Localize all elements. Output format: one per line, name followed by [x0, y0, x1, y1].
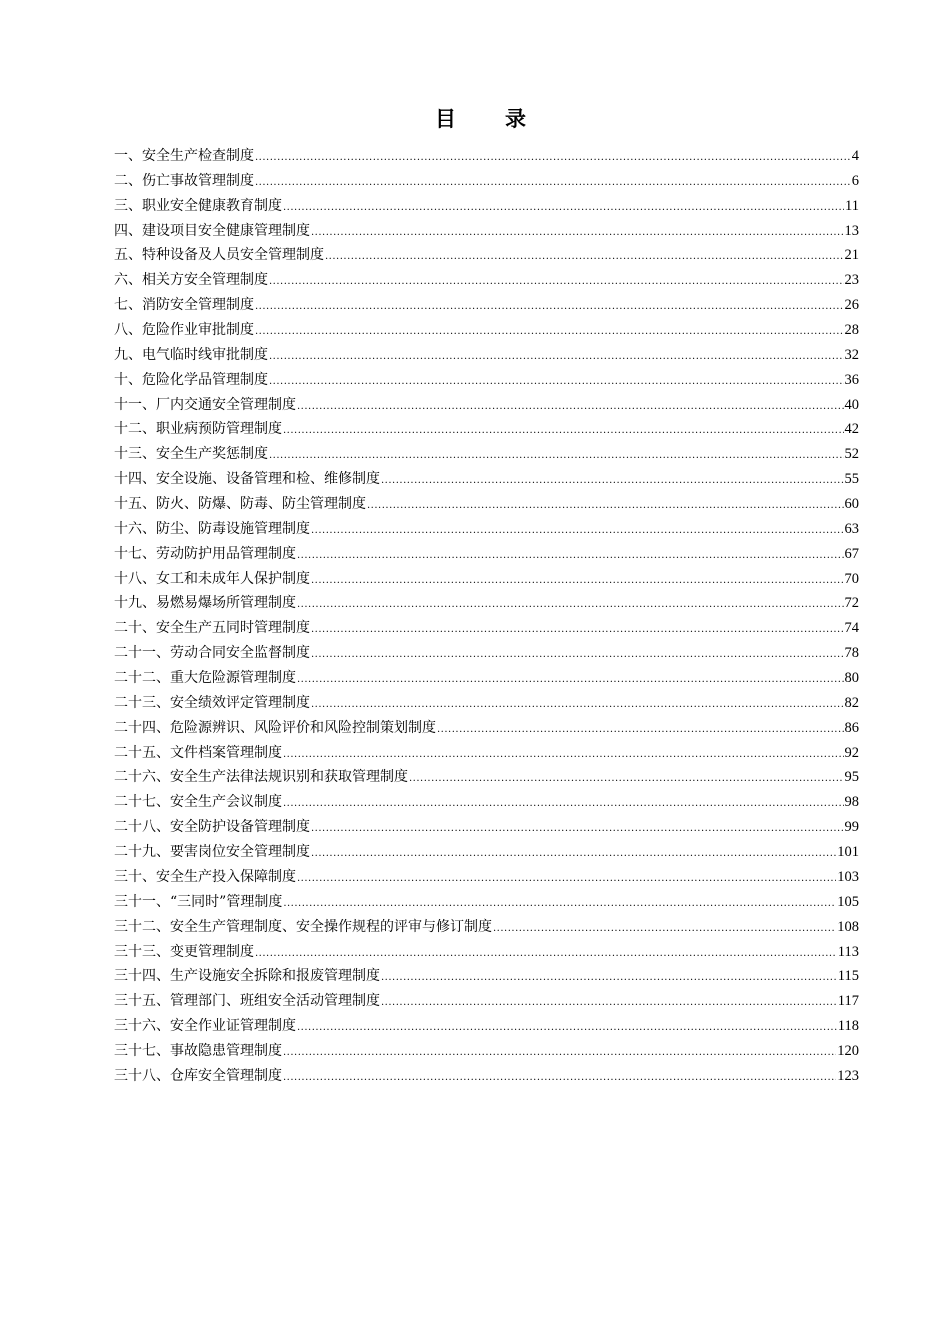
- toc-entry-page-number: 72: [844, 595, 859, 612]
- toc-dot-leader: [255, 171, 851, 196]
- toc-entry[interactable]: [114, 467, 859, 492]
- toc-entry-page-number: 36: [844, 371, 859, 388]
- toc-entry-label: 一、安全生产检查制度: [114, 148, 254, 164]
- toc-entry-label: 五、特种设备及人员安全管理制度: [114, 247, 324, 264]
- toc-entry-page-number: 113: [837, 943, 859, 960]
- toc-entry-page-number: 74: [844, 620, 859, 637]
- toc-entry-page-number: 80: [844, 670, 859, 687]
- toc-entry[interactable]: [114, 940, 859, 965]
- toc-entry-page-number: 78: [844, 645, 859, 662]
- toc-entry-label: 二、伤亡事故管理制度: [114, 172, 254, 189]
- toc-entry[interactable]: [114, 268, 859, 293]
- toc-dot-leader: [283, 1041, 836, 1066]
- toc-entry-label: 二十、安全生产五同时管理制度: [114, 620, 310, 637]
- toc-entry[interactable]: [114, 591, 859, 616]
- toc-entry[interactable]: [114, 417, 859, 442]
- toc-entry-label: 三十八、仓库安全管理制度: [114, 1067, 282, 1084]
- toc-entry[interactable]: [114, 815, 859, 840]
- toc-entry-page-number: 98: [844, 794, 859, 811]
- toc-dot-leader: [311, 519, 844, 544]
- toc-entry[interactable]: [114, 368, 859, 393]
- toc-entry-page-number: 123: [837, 1067, 859, 1084]
- toc-dot-leader: [311, 618, 844, 643]
- toc-dot-leader: [255, 146, 851, 171]
- toc-entry-page-number: 23: [844, 272, 859, 289]
- toc-entry-label: 三、职业安全健康教育制度: [114, 197, 282, 214]
- toc-entry[interactable]: [114, 989, 859, 1014]
- toc-entry-label: 三十三、变更管理制度: [114, 943, 254, 960]
- toc-entry[interactable]: [114, 840, 859, 865]
- toc-entry-label: 二十八、安全防护设备管理制度: [114, 819, 310, 836]
- toc-entry-label: 十八、女工和未成年人保护制度: [114, 570, 310, 587]
- toc-entry-label: 七、消防安全管理制度: [114, 297, 254, 314]
- toc-entry-label: 二十五、文件档案管理制度: [114, 744, 282, 761]
- toc-entry-label: 二十七、安全生产会议制度: [114, 794, 282, 811]
- toc-entry-label: 二十九、要害岗位安全管理制度: [114, 844, 310, 861]
- toc-dot-leader: [311, 842, 836, 867]
- toc-entry-page-number: 40: [844, 396, 859, 413]
- toc-dot-leader: [297, 395, 844, 420]
- toc-entry-page-number: 101: [837, 844, 859, 861]
- toc-entry-page-number: 95: [844, 769, 859, 786]
- toc-dot-leader: [311, 221, 844, 246]
- toc-dot-leader: [381, 469, 844, 494]
- toc-entry-label: 八、危险作业审批制度: [114, 322, 254, 339]
- toc-entry[interactable]: [114, 293, 859, 318]
- toc-dot-leader: [297, 668, 844, 693]
- toc-list: [114, 144, 859, 1089]
- toc-entry[interactable]: [114, 393, 859, 418]
- toc-entry-label: 十四、安全设施、设备管理和检、维修制度: [114, 471, 380, 488]
- toc-entry-label: 二十六、安全生产法律法规识别和获取管理制度: [114, 769, 408, 786]
- toc-entry-page-number: 52: [844, 446, 859, 463]
- toc-entry-page-number: 63: [844, 520, 859, 537]
- toc-dot-leader: [409, 767, 844, 792]
- toc-entry-page-number: 82: [844, 694, 859, 711]
- toc-dot-leader: [283, 743, 844, 768]
- toc-entry-page-number: 99: [844, 819, 859, 836]
- toc-dot-leader: [311, 569, 844, 594]
- toc-entry-label: 二十三、安全绩效评定管理制度: [114, 694, 310, 711]
- toc-entry-label: 三十六、安全作业证管理制度: [114, 1018, 296, 1035]
- toc-entry-label: 六、相关方安全管理制度: [114, 272, 268, 289]
- toc-entry[interactable]: [114, 890, 859, 915]
- toc-entry-page-number: 67: [844, 545, 859, 562]
- toc-entry[interactable]: [114, 219, 859, 244]
- toc-entry[interactable]: [114, 865, 859, 890]
- toc-entry-page-number: 11: [845, 197, 859, 214]
- toc-entry-label: 十二、职业病预防管理制度: [114, 421, 282, 438]
- toc-entry-page-number: 115: [837, 968, 859, 985]
- toc-entry[interactable]: [114, 194, 859, 219]
- toc-entry-page-number: 108: [837, 918, 859, 935]
- toc-entry-label: 十九、易燃易爆场所管理制度: [114, 595, 296, 612]
- toc-entry[interactable]: [114, 1064, 859, 1089]
- toc-entry-page-number: 86: [844, 719, 859, 736]
- toc-entry[interactable]: [114, 318, 859, 343]
- toc-dot-leader: [283, 419, 844, 444]
- toc-entry-page-number: 28: [844, 322, 859, 339]
- toc-dot-leader: [311, 817, 844, 842]
- toc-entry-page-number: 92: [844, 744, 859, 761]
- toc-entry-label: 二十一、劳动合同安全监督制度: [114, 645, 310, 662]
- toc-entry[interactable]: [114, 790, 859, 815]
- toc-entry[interactable]: [114, 666, 859, 691]
- toc-entry-page-number: 55: [844, 471, 859, 488]
- toc-dot-leader: [283, 196, 844, 221]
- toc-dot-leader: [311, 693, 844, 718]
- toc-entry[interactable]: [114, 964, 859, 989]
- toc-entry-label: 二十二、重大危险源管理制度: [114, 670, 296, 687]
- toc-entry-page-number: 32: [844, 346, 859, 363]
- toc-entry[interactable]: [114, 169, 859, 194]
- toc-entry-page-number: 4: [851, 148, 859, 164]
- toc-entry-page-number: 13: [844, 222, 859, 239]
- toc-entry-label: 四、建设项目安全健康管理制度: [114, 222, 310, 239]
- toc-entry-label: 三十一、“三同时”管理制度: [114, 893, 283, 910]
- toc-entry-label: 三十、安全生产投入保障制度: [114, 868, 296, 885]
- toc-entry-label: 十三、安全生产奖惩制度: [114, 446, 268, 463]
- toc-dot-leader: [381, 966, 837, 991]
- toc-dot-leader: [269, 444, 844, 469]
- toc-dot-leader: [255, 942, 837, 967]
- toc-dot-leader: [311, 643, 844, 668]
- toc-entry[interactable]: [114, 567, 859, 592]
- toc-dot-leader: [283, 792, 844, 817]
- toc-dot-leader: [367, 494, 844, 519]
- toc-entry-page-number: 118: [837, 1018, 859, 1035]
- toc-entry[interactable]: [114, 343, 859, 368]
- toc-entry-label: 十七、劳动防护用品管理制度: [114, 545, 296, 562]
- toc-entry-page-number: 117: [837, 993, 859, 1010]
- toc-entry-label: 十一、厂内交通安全管理制度: [114, 396, 296, 413]
- toc-entry[interactable]: [114, 517, 859, 542]
- toc-dot-leader: [283, 892, 836, 917]
- toc-entry-page-number: 103: [837, 868, 859, 885]
- toc-entry[interactable]: [114, 616, 859, 641]
- toc-dot-leader: [297, 1016, 837, 1041]
- toc-dot-leader: [269, 370, 844, 395]
- toc-entry-label: 十六、防尘、防毒设施管理制度: [114, 520, 310, 537]
- toc-entry-label: 三十七、事故隐患管理制度: [114, 1042, 282, 1059]
- toc-entry[interactable]: [114, 691, 859, 716]
- toc-entry-page-number: 21: [844, 247, 859, 264]
- toc-entry-page-number: 26: [844, 297, 859, 314]
- toc-dot-leader: [381, 991, 837, 1016]
- toc-entry[interactable]: [114, 492, 859, 517]
- toc-entry-label: 九、电气临时线审批制度: [114, 346, 268, 363]
- toc-entry[interactable]: [114, 243, 859, 268]
- toc-entry[interactable]: [114, 765, 859, 790]
- toc-dot-leader: [493, 917, 836, 942]
- toc-dot-leader: [269, 270, 844, 295]
- toc-entry[interactable]: [114, 741, 859, 766]
- toc-entry[interactable]: [114, 144, 859, 169]
- toc-dot-leader: [297, 867, 836, 892]
- toc-dot-leader: [437, 718, 844, 743]
- toc-entry-label: 三十四、生产设施安全拆除和报废管理制度: [114, 968, 380, 985]
- toc-entry-label: 十五、防火、防爆、防毒、防尘管理制度: [114, 496, 366, 513]
- toc-dot-leader: [297, 593, 844, 618]
- toc-entry[interactable]: [114, 1014, 859, 1039]
- toc-entry-page-number: 70: [844, 570, 859, 587]
- toc-entry[interactable]: [114, 1039, 859, 1064]
- toc-dot-leader: [255, 295, 844, 320]
- toc-dot-leader: [269, 345, 844, 370]
- toc-dot-leader: [255, 320, 844, 345]
- toc-entry-page-number: 42: [844, 421, 859, 438]
- toc-entry-label: 十、危险化学品管理制度: [114, 371, 268, 388]
- toc-entry[interactable]: [114, 641, 859, 666]
- toc-title: 目 录: [435, 107, 540, 131]
- toc-dot-leader: [283, 1066, 836, 1091]
- toc-entry-page-number: 6: [851, 172, 859, 189]
- toc-entry[interactable]: [114, 716, 859, 741]
- toc-dot-leader: [297, 544, 844, 569]
- toc-entry[interactable]: [114, 542, 859, 567]
- toc-entry-label: 三十五、管理部门、班组安全活动管理制度: [114, 993, 380, 1010]
- toc-dot-leader: [325, 245, 844, 270]
- toc-entry-label: 三十二、安全生产管理制度、安全操作规程的评审与修订制度: [114, 918, 492, 935]
- toc-entry-label: 二十四、危险源辨识、风险评价和风险控制策划制度: [114, 719, 436, 736]
- toc-entry[interactable]: [114, 915, 859, 940]
- toc-entry[interactable]: [114, 442, 859, 467]
- toc-entry-page-number: 60: [844, 496, 859, 513]
- toc-entry-page-number: 120: [837, 1042, 859, 1059]
- toc-entry-page-number: 105: [837, 893, 859, 910]
